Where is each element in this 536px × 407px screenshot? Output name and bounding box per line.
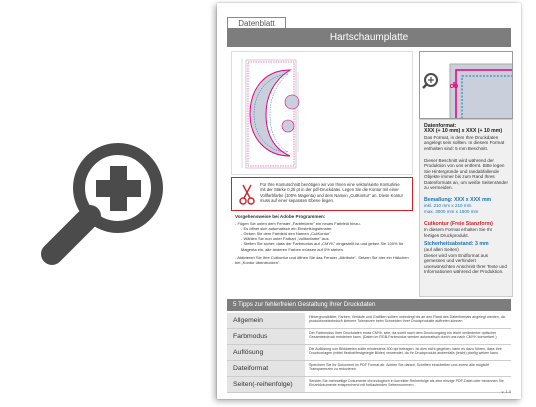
cut-text: In diesem Format erhalten Sie Ihr fertiges Druckprodukt. [424, 227, 493, 238]
tip-text: Die Auflösung von Bilddateien sollte mindestens 300 dpi betragen. Ist dies nicht gegeben, kann es dazu führen, dass Ihre Druckvorlagen (mittel flexibel/festgelegte Bilder) verwendet, da Ihr Druckprodukt andernfalls (leicht) pixelig wirken kann. [309, 347, 502, 356]
instruction-line: - Es öffnet sich automatisch ein Einstellungsfenster. [241, 226, 333, 232]
tip-row [227, 377, 511, 393]
scissors-icon [236, 179, 260, 209]
tip-label: Farbmodus [227, 329, 305, 344]
safety-text: Dieser wird vom Endformat aus gemessen und verhindert unerwünschten Anschnitt Ihrer Texte und Informationen während der Produktion. [424, 252, 507, 275]
instruction-line: - Stellen Sie sicher, dass der Farbmodus auf „CMYK" eingestellt ist und geben Sie 100% für Magenta ein, alle anderen Farben müssen auf 0% stehen. [241, 241, 404, 252]
tip-label: Auflösung [227, 345, 305, 360]
cut-title: Cutkontur (Freie Stanzform) [424, 221, 493, 227]
instruction-line: - Geben Sie dem Farbfeld den Namen „CutKontur". [241, 231, 332, 237]
page-title: Hartschaumplatte [227, 28, 511, 47]
tip-row [227, 313, 511, 329]
measure-line-1: inkl. 210 mm x 210 mm [424, 203, 472, 209]
instructions-title: Vorgehensweise bei Adobe Programmen: [235, 214, 326, 219]
instructions [235, 214, 411, 265]
format-title: Datenformat: [424, 123, 457, 129]
instruction-line: - Fügen Sie unten dem Fenster „Farbfeldern" ein neues Farbfeld hinzu. [235, 221, 361, 227]
datasheet-page [217, 3, 521, 399]
datasheet-tab: Datenblatt [227, 17, 286, 29]
cut-contour-notice [231, 177, 413, 211]
tip-text: Senden Sie mehrseitige Dokumente chronologisch in korrekter Reihenfolge als eine einzige PDF-Datei oder benennen Sie Einzeldokumente entsprechend mit fortlaufenden Seitennummern. [309, 379, 504, 388]
corner-detail [419, 51, 513, 119]
cut-contour-diagram [232, 52, 412, 174]
format-value: XXX (+ 10 mm) x XXX (+ 10 mm) [424, 128, 503, 135]
tip-text: Der Farbmodus Ihrer Druckdaten muss CMYK sein, da somit nach dem Druckvorgang ein leicht veränderter optischer Gesamteindruck entstehen kann. (Daten im RGB-Farbmodus werden automatisch durch uns nach CMYK konvertiert.) [309, 331, 497, 340]
corner-detail-diagram [420, 52, 512, 118]
tip-label: Seiten(-reihenfolge) [227, 377, 305, 392]
safety-sub: (auf allen Seiten) [424, 247, 459, 253]
specs-sidebar [419, 119, 513, 297]
page-number: v. 1.0 [501, 389, 511, 394]
instruction-line: - Aktivieren Sie Ihre Cutkontur und öffnen Sie das Fenster „Attribute". Setzen Sie hier ein Häkchen bei „Kontur überdrucken". [235, 254, 409, 265]
tip-label: Dateiformat [227, 361, 305, 376]
tip-row [227, 345, 511, 361]
moon-shape-drawing [231, 51, 413, 175]
tip-text: Speichern Sie Ihr Dokument im PDF Format ab. Achten Sie darauf, Schriften einzubetten und zuerst alle möglicht Transparenzen zu reduzieren. [309, 363, 490, 372]
tip-row [227, 329, 511, 345]
instruction-line: - Wählen Sie nun unter Farbart „Volltonfarbe" aus. [241, 236, 330, 242]
safety-title: Sicherheitsabstand: 3 mm [424, 241, 489, 247]
notice-text: Für Ihre Konturschnitt benötigen wir von Ihnen eine vektorisierte Konturlinie mit der Stärke 0,25 pt in der pdf-Druckdatei. Legen Sie die Kontur mit einer Vollfarbfarbe (100% Magenta) und dem Namen „CutKontur" an. Diese Kontur muss auf einer separaten Ebene liegen. [260, 182, 404, 203]
format-text: Das Format, in dem Ihre Druckdaten angelegt sein sollten. In diesem Format enthalten sind: 5 mm Beschnitt. [424, 134, 505, 151]
tip-text: Hintergrundbilder, Farben, Verläufe und Grafiken sollten unbedingt bis an den Rand des Datenformats angelegt werden, da produktionstechnisch kleinere Toleranzen beim Schneiden Ihrer Druckprodukte auftreten können. [309, 315, 505, 324]
tips-header: 5 Tipps zur fehlerfreien Gestaltung Ihrer Druckdaten [227, 299, 511, 311]
measure-title: Bemaßung: XXX x XXX mm [424, 197, 492, 203]
tip-label: Allgemein [227, 313, 305, 328]
tip-row [227, 361, 511, 377]
format-text2: Dieser Beschnitt wird während der Produktion von uns entfernt. Bitte legen Sie Hintergründe und randabfallende Objekte immer bis zum Rand Ihres Datenformats an, um weiße Seitenränder zu vermeiden. [424, 158, 509, 191]
measure-line-2: max. 3000 mm x 1500 mm [424, 208, 479, 214]
